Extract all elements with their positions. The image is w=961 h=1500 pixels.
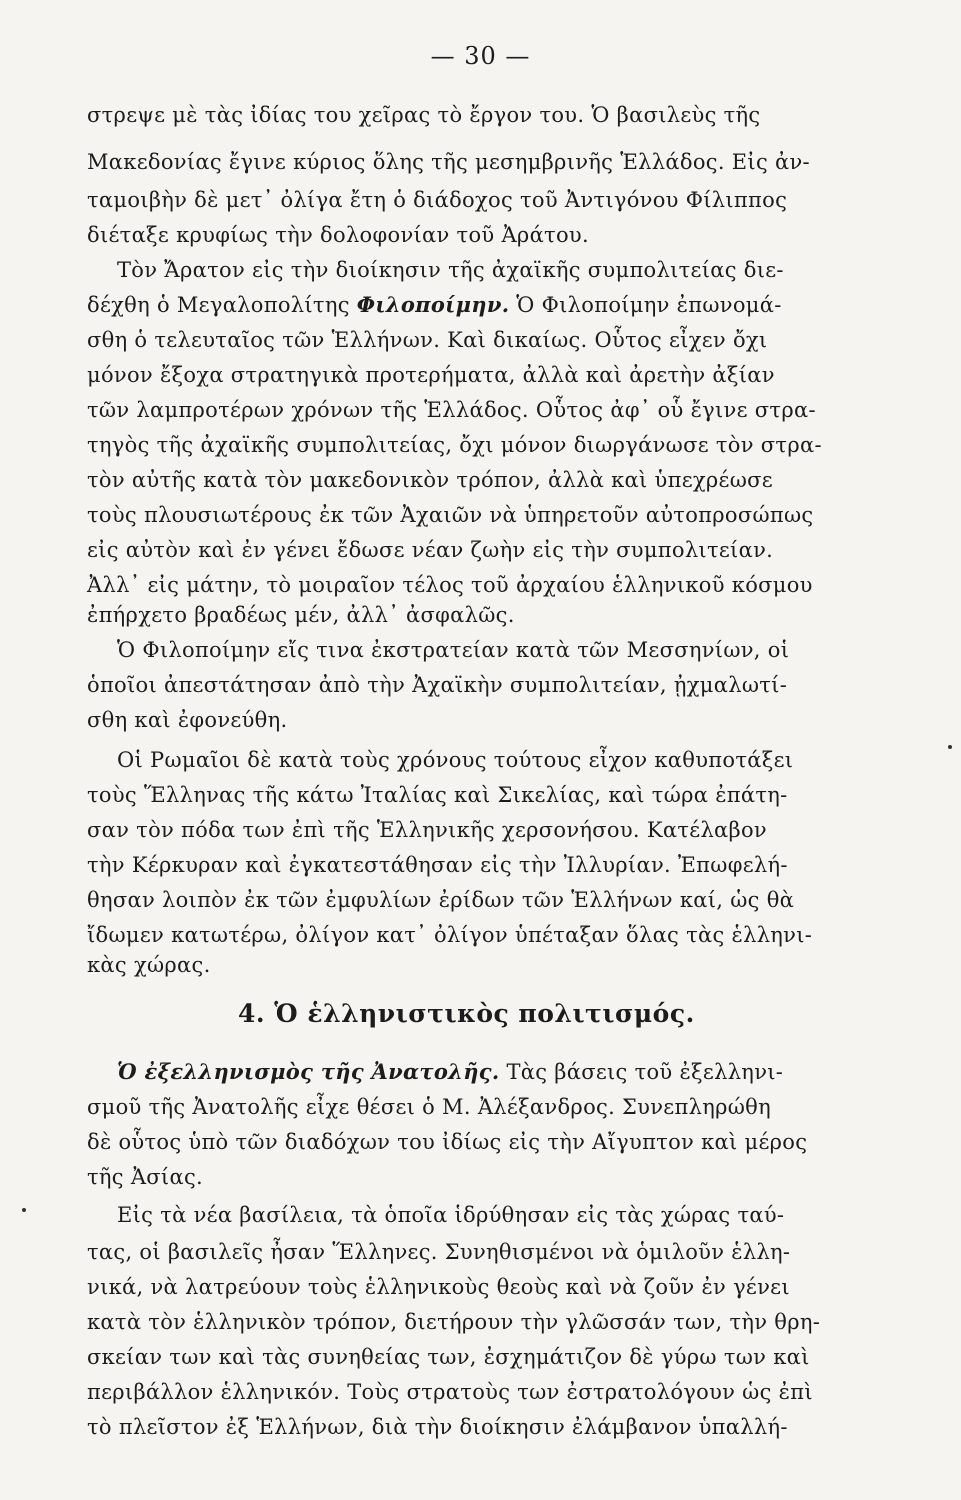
text-line: ἐπήρχετο βραδέως μέν, ἀλλ᾿ ἀσφαλῶς. (87, 603, 515, 627)
text-line: στρεψε μὲ τὰς ἰδίας του χεῖρας τὸ ἔργον του. Ὁ βασιλεὺς τῆς (87, 103, 761, 127)
text-line (87, 290, 782, 320)
text-line: τοὺς πλουσιωτέρους ἐκ τῶν Ἀχαιῶν νὰ ὑπηρετοῦν αὐτοπροσώπως (87, 503, 814, 527)
text-line: σαν τὸν πόδα των ἐπὶ τῆς Ἑλληνικῆς χερσονήσου. Κατέλαβον (87, 818, 767, 842)
text-line: Τὸν Ἄρατον εἰς τὴν διοίκησιν τῆς ἀχαϊκῆς συμπολιτείας διε- (117, 258, 784, 282)
text-line: δὲ οὗτος ὑπὸ τῶν διαδόχων του ἰδίως εἰς τὴν Αἴγυπτον καὶ μέρος (87, 1130, 808, 1154)
text-line: τῶν λαμπροτέρων χρόνων τῆς Ἑλλάδος. Οὗτος ἀφ᾿ οὗ ἔγινε στρα- (87, 398, 816, 422)
text-line: ὁποῖοι ἀπεστάτησαν ἀπὸ τὴν Ἀχαϊκὴν συμπολιτείαν, ᾐχμαλωτί- (87, 673, 788, 697)
text-line: σθη καὶ ἐφονεύθη. (87, 708, 288, 732)
text-line: περιβάλλον ἑλληνικόν. Τοὺς στρατοὺς των ἐστρατολόγουν ὡς ἐπὶ (87, 1380, 813, 1404)
subsection-title: Ὁ ἐξελληνισμὸς τῆς Ἀνατολῆς. (117, 1059, 500, 1084)
text-line: σκείαν των καὶ τὰς συνηθείας των, ἐσχημάτιζον δὲ γύρω των καὶ (87, 1345, 810, 1369)
text-line: θησαν λοιπὸν ἐκ τῶν ἐμφυλίων ἐρίδων τῶν Ἑλλήνων καί, ὡς θὰ (87, 888, 795, 912)
text-line: Οἱ Ρωμαῖοι δὲ κατὰ τοὺς χρόνους τούτους εἶχον καθυποτάξει (117, 748, 794, 772)
text-line: τοὺς Ἕλληνας τῆς κάτω Ἰταλίας καὶ Σικελίας, καὶ τώρα ἐπάτη- (87, 783, 788, 807)
text-line: ταμοιβὴν δὲ μετ᾿ ὀλίγα ἔτη ὁ διάδοχος τοῦ Ἀντιγόνου Φίλιππος (87, 188, 788, 212)
text-line: ἴδωμεν κατωτέρω, ὀλίγον κατ᾿ ὀλίγον ὑπέταξαν ὅλας τὰς ἑλληνι- (87, 923, 813, 947)
text-line: κατὰ τὸν ἑλληνικὸν τρόπον, διετήρουν τὴν γλῶσσάν των, τὴν θρη- (87, 1310, 821, 1334)
text-line (117, 1057, 783, 1087)
text-line: τῆς Ἀσίας. (87, 1165, 203, 1189)
scan-speck (22, 1208, 26, 1212)
text-line: Εἰς τὰ νέα βασίλεια, τὰ ὁποῖα ἱδρύθησαν εἰς τὰς χώρας ταύ- (117, 1203, 785, 1227)
scan-speck (948, 745, 952, 749)
text-line: τὸν αὐτῆς κατὰ τὸν μακεδονικὸν τρόπον, ἀλλὰ καὶ ὑπεχρέωσε (87, 468, 773, 492)
text-line: Ἀλλ᾿ εἰς μάτην, τὸ μοιραῖον τέλος τοῦ ἀρχαίου ἑλληνικοῦ κόσμου (87, 573, 813, 597)
text-line: σμοῦ τῆς Ἀνατολῆς εἶχε θέσει ὁ Μ. Ἀλέξανδρος. Συνεπληρώθη (87, 1095, 771, 1119)
text-line: τας, οἱ βασιλεῖς ἦσαν Ἕλληνες. Συνηθισμένοι νὰ ὁμιλοῦν ἑλλη- (87, 1240, 791, 1264)
text-span: Τὰς βάσεις τοῦ ἐξελληνι- (499, 1060, 784, 1084)
text-line: διέταξε κρυφίως τὴν δολοφονίαν τοῦ Ἀράτου. (87, 223, 589, 247)
text-line: τὴν Κέρκυραν καὶ ἐγκατεστάθησαν εἰς τὴν Ἰλλυρίαν. Ἐπωφελή- (87, 853, 788, 877)
text-span: Ὁ Φιλοποίμην ἐπωνομά- (509, 293, 782, 317)
text-span: δέχθη ὁ Μεγαλοπολίτης (87, 293, 357, 317)
text-line: εἰς αὐτὸν καὶ ἐν γένει ἔδωσε νέαν ζωὴν εἰς τὴν συμπολιτείαν. (87, 538, 774, 562)
text-line: μόνον ἔξοχα στρατηγικὰ προτερήματα, ἀλλὰ καὶ ἀρετὴν ἀξίαν (87, 363, 775, 387)
text-line: σθη ὁ τελευταῖος τῶν Ἑλλήνων. Καὶ δικαίως. Οὗτος εἶχεν ὄχι (87, 328, 768, 352)
text-line: Μακεδονίας ἔγινε κύριος ὅλης τῆς μεσημβρινῆς Ἑλλάδος. Εἰς ἀν- (87, 150, 810, 174)
emphasized-name: Φιλοποίμην. (356, 292, 510, 317)
text-line: Ὁ Φιλοποίμην εἴς τινα ἐκστρατείαν κατὰ τῶν Μεσσηνίων, οἱ (117, 638, 790, 662)
section-heading: 4. Ὁ ἑλληνιστικὸς πολιτισμός. (238, 999, 695, 1028)
text-line: κὰς χώρας. (87, 953, 211, 977)
text-line: τηγὸς τῆς ἀχαϊκῆς συμπολιτείας, ὄχι μόνον διωργάνωσε τὸν στρα- (87, 433, 822, 457)
page-number: — 30 — (430, 42, 531, 70)
text-line: νικά, νὰ λατρεύουν τοὺς ἑλληνικοὺς θεοὺς καὶ νὰ ζοῦν ἐν γένει (87, 1275, 790, 1299)
text-line: τὸ πλεῖστον ἐξ Ἑλλήνων, διὰ τὴν διοίκησιν ἐλάμβανον ὑπαλλή- (87, 1415, 788, 1439)
